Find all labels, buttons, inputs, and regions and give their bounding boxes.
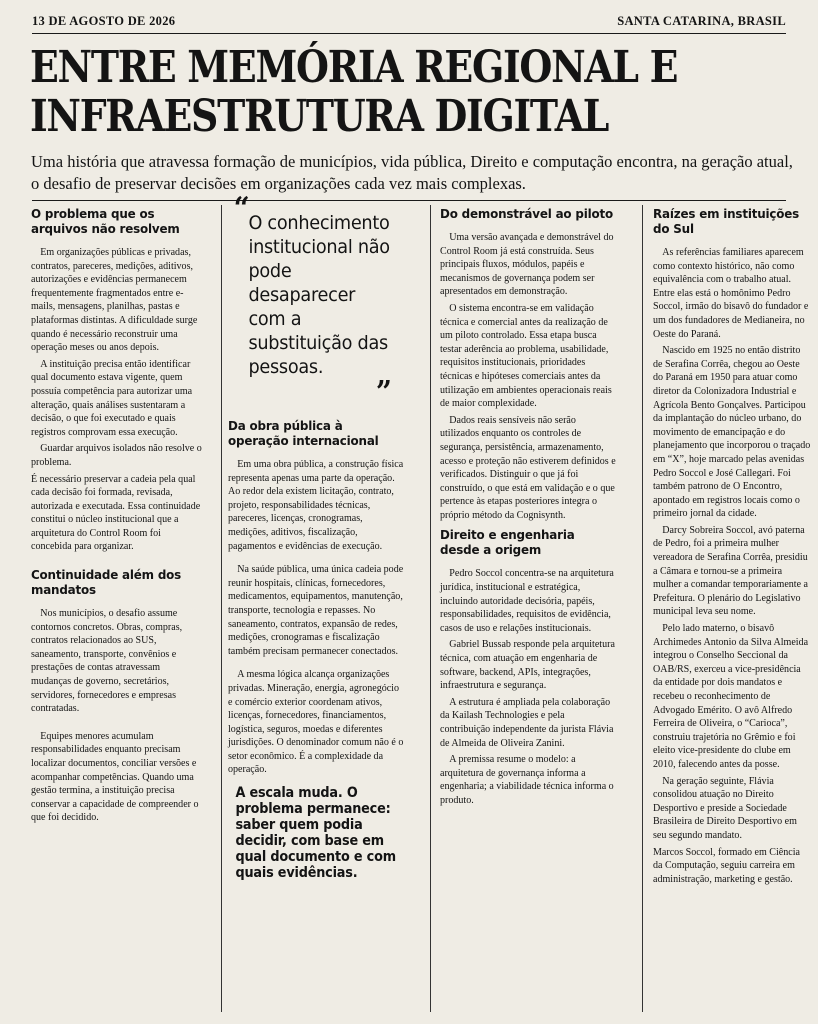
- paragraph: Guardar arquivos isolados não resolve o problema.: [31, 442, 202, 468]
- paragraph: A instituição precisa então identificar qual documento estava vigente, quem possuía competência para autorizar uma alteração, quais análises sustentaram a decisão, o que foi executado e quais registros comprovam essa execução.: [31, 357, 193, 438]
- article-column-4: [653, 203, 811, 889]
- headline: [30, 43, 692, 141]
- paragraph: Em uma obra pública, a construção física representa apenas uma parte da operação. Ao redor dela existem licitação, contrato, projeto, responsabilidades técnicas, pareceres, licenças, cronogramas, medições, aditivos, fiscalização, pagamentos e evidências de execução.: [228, 458, 404, 552]
- paragraph: Nascido em 1925 no então distrito de Serafina Corrêa, chegou ao Oeste do Paraná em 1950 para atuar como diretor da Colonizadora Industrial e Agrícola Bento Gonçalves. Participou da implantação do núcleo urbano, do movimento de emancipação e do planejamento que incorporou o traçado em “X”, hoje marcado pelas avenidas Pedro Soccol e José Callegari. Foi também patrono de O Encontro, apontado em registros locais como o primeiro jornal da cidade.: [653, 344, 811, 520]
- paragraph: A estrutura é ampliada pela colaboração da Kailash Technologies e pela contribuição independente da jurista Flávia de Almeida de Oliveira Zanini.: [440, 695, 614, 749]
- masthead-bar: [32, 14, 786, 34]
- section-heading: Raízes em instituições do Sul: [653, 207, 800, 237]
- paragraph: É necessário preservar a cadeia pela qual cada decisão foi formada, revisada, autorizada e executada. Essa continuidade constitui o núcleo institucional que a arquitetura do Control Room foi concebida para organizar.: [31, 472, 201, 553]
- headline-line-1: ENTRE MEMÓRIA REGIONAL E: [30, 42, 678, 93]
- section-divider: [32, 200, 786, 201]
- paragraph: Em organizações públicas e privadas, contratos, pareceres, medições, aditivos, autorizações e evidências permanecem frequentemente fragmentados entre e-mails, mensagens, planilhas, pastas e plataformas distintas. A dificuldade surge quando é necessário reconstruir uma operação meses ou anos depois.: [31, 246, 198, 354]
- open-quote-mark: “: [233, 191, 250, 226]
- column-divider: [221, 205, 222, 1012]
- column-divider: [430, 205, 431, 1012]
- pull-quote: [228, 191, 405, 410]
- paragraph: Gabriel Bussab responde pela arquitetura técnica, com atuação em engenharia de software, backend, APIs, integrações, infraestrutura e segurança.: [440, 638, 615, 692]
- column-divider: [642, 205, 643, 1012]
- article-column-3: [440, 203, 617, 811]
- article-column-2: [228, 191, 405, 882]
- pull-quote-text: O conhecimento institucional não pode desaparecer com a substituição das pessoas.: [248, 212, 390, 378]
- paragraph: Marcos Soccol, formado em Ciência da Computação, seguiu carreira em administração, marketing e gestão.: [653, 845, 800, 885]
- section-heading: Da obra pública à operação internacional: [228, 419, 379, 449]
- section-heading: Do demonstrável ao piloto: [440, 207, 613, 222]
- paragraph: O sistema encontra-se em validação técnica e comercial antes da realização de um piloto controlado. Essa etapa busca testar aderência ao problema, usabilidade, requisitos institucionais, prioridades técnicas e hipóteses comerciais antes da utilização em ambientes operacionais reais de maior complexidade.: [440, 301, 612, 410]
- paragraph: As referências familiares aparecem como contexto histórico, não como equivalência com o trabalho atual. Entre elas está o homônimo Pedro Soccol, irmão do bisavô do fundador e um dos fundadores de Medianeira, no Oeste do Paraná.: [653, 246, 809, 340]
- section-heading: Direito e engenharia desde a origem: [440, 528, 575, 559]
- section-heading: O problema que os arquivos não resolvem: [31, 207, 180, 237]
- paragraph: Na geração seguinte, Flávia consolidou atuação no Direito Desportivo e preside a Sociedade Brasileira de Direito Desportivo em seu segundo mandato.: [653, 774, 797, 841]
- article-column-1: [31, 203, 202, 828]
- section-heading: Continuidade além dos mandatos: [31, 568, 182, 599]
- paragraph: A premissa resume o modelo: a arquitetura de governança informa a engenharia; a viabilidade técnica informa o produto.: [440, 753, 614, 806]
- paragraph: Pelo lado materno, o bisavô Archimedes Antonio da Silva Almeida integrou o Conselho Seccional da OAB/RS, exerceu a vice-presidência da entidade por dois mandatos e recebeu o reconhecimento de Advogado Emérito. O avô Alfredo Ferreira de Oliveira, o “Carioca”, construiu trajetória no Grêmio e foi eleito vice-presidente do clube em 2010, falecendo antes da posse.: [653, 622, 809, 770]
- paragraph: Equipes menores acumulam responsabilidades enquanto precisam localizar documentos, conciliar versões e acompanhar competências. Quando uma gestão termina, a instituição precisa conservar a capacidade de compreender o que foi decidido.: [31, 729, 199, 824]
- paragraph: Na saúde pública, uma única cadeia pode reunir hospitais, clínicas, fornecedores, medicamentos, equipamentos, manutenção, transporte, tecnologia e repasses. No saneamento, contratos, expansão de redes, medições, cronogramas e fiscalização também precisam permanecer conectados.: [228, 563, 404, 657]
- paragraph: Pedro Soccol concentra-se na arquitetura jurídica, institucional e estratégica, incluindo autoridade decisória, papéis, responsabilidades, requisitos de evidência, casos de uso e relações institucionais.: [440, 567, 614, 634]
- paragraph: Uma versão avançada e demonstrável do Control Room já está construída. Seus principais fluxos, módulos, papéis e mecanismos de governança podem ser apresentados em demonstração.: [440, 231, 614, 298]
- paragraph: Dados reais sensíveis não serão utilizados enquanto os controles de segurança, persistência, armazenamento, acesso e proteção não estiverem definidos e verificados. Distinguir o que já foi construído, o que está em validação e o que pertence às etapas posteriores integra o próprio método da Cognisynth.: [440, 413, 616, 521]
- subheadline: Uma história que atravessa formação de municípios, vida pública, Direito e computação encontra, na geração atual, o desafio de preservar decisões em organizações cada vez mais complexas.: [31, 152, 793, 193]
- paragraph: Darcy Sobreira Soccol, avó paterna de Pedro, foi a primeira mulher vereadora de Serafina Corrêa, presidiu a Câmara e tornou-se a primeira mulher a comandar temporariamente a Prefeitura. O plenário do Legislativo municipal leva seu nome.: [653, 523, 809, 618]
- close-quote-mark: ”: [375, 375, 392, 410]
- headline-line-2: INFRAESTRUTURA DIGITAL: [30, 91, 609, 142]
- paragraph: Nos municípios, o desafio assume contornos concretos. Obras, compras, contratos relacionados ao SUS, saneamento, transporte, convênios e prestações de contas atravessam mudanças de governo, secretários, servidores, fornecedores e empresas contratadas.: [31, 607, 183, 715]
- highlight-statement: A escala muda. O problema permanece: saber quem podia decidir, com base em qual documento e com quais evidências.: [235, 785, 396, 882]
- issue-date: 13 DE AGOSTO DE 2026: [32, 14, 176, 28]
- paragraph: A mesma lógica alcança organizações privadas. Mineração, energia, agronegócio e comércio exterior coordenam ativos, licenças, fornecedores, financiamentos, logística, seguros, moedas e diferentes jurisdições. O denominador comum não é o setor econômico. É a complexidade da operação.: [228, 668, 404, 776]
- issue-location: SANTA CATARINA, BRASIL: [617, 14, 786, 28]
